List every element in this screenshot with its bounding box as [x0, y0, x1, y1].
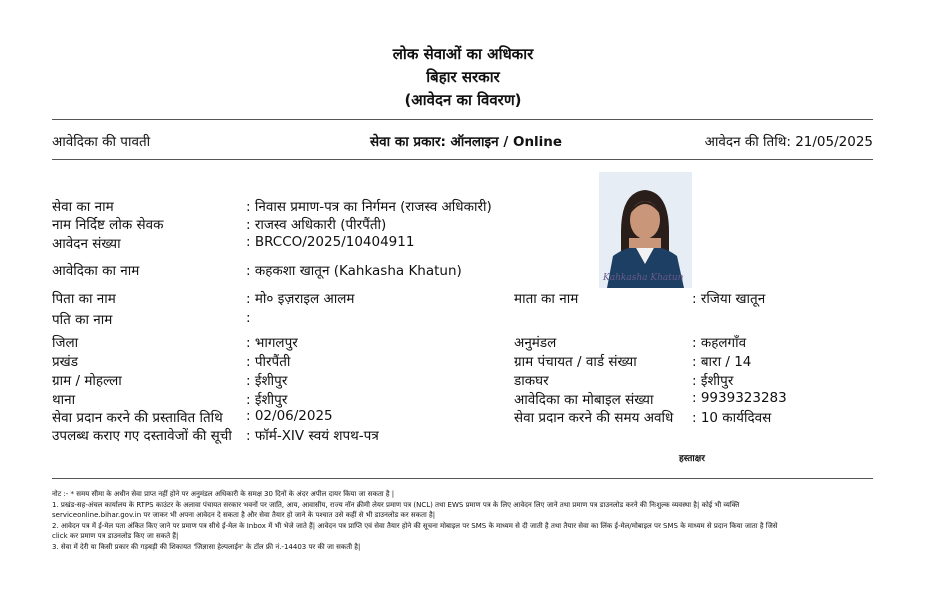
post-office-value: : ईशीपुर: [692, 373, 734, 389]
note-1-line-1: 1. प्रखंड-सह-अंचल कार्यालय के RTPS काउंटर के अलावा पंचायत सरकार भवनों पर जाति, आय, आवासीय, राज्य नॉन क्रीमी लेयर प्रमाण पत्र (NCL) तथा EWS प्रमाण पत्र के लिए आवेदन लिए जाने तथा प्रमाण पत्र डाउनलोड करने की निःशुल्क व्यवस्था है| कोई भी व्यक्ति: [52, 501, 740, 509]
block-label: प्रखंड: [52, 354, 78, 370]
signature-label: हस्ताक्षर: [679, 454, 705, 464]
subdivision-label: अनुमंडल: [514, 335, 557, 351]
duration-label: सेवा प्रदान करने की समय अवधि: [514, 410, 674, 426]
header-government: बिहार सरकार: [426, 68, 500, 86]
village-label: ग्राम / मोहल्ला: [52, 373, 122, 389]
mobile-label: आवेदिका का मोबाइल संख्या: [514, 392, 654, 408]
husband-name-value: :: [246, 310, 251, 326]
father-name-label: पिता का नाम: [52, 291, 116, 307]
panchayat-label: ग्राम पंचायत / वार्ड संख्या: [514, 354, 637, 370]
application-date: आवेदन की तिथि: 21/05/2025: [704, 134, 873, 150]
note-1-line-2: serviceonline.bihar.gov.in पर जाकर भी अपना आवेदन दे सकता है और सेवा तैयार हो जाने के पश्चात उसे कहीं से भी डाउनलोड कर सकता है|: [52, 511, 436, 519]
police-station-label: थाना: [52, 392, 76, 408]
post-office-label: डाकघर: [514, 373, 549, 389]
service-name-label: सेवा का नाम: [52, 199, 114, 215]
mother-name-value: : रजिया खातून: [692, 291, 766, 307]
mother-name-label: माता का नाम: [514, 291, 579, 307]
duration-value: : 10 कार्यदिवस: [692, 410, 772, 426]
service-type: सेवा का प्रकार: ऑनलाइन / Online: [370, 134, 563, 150]
divider-top: [52, 119, 873, 120]
applicant-name-value: : कहकशा खातून (Kahkasha Khatun): [246, 263, 462, 279]
applicant-name-label: आवेदिका का नाम: [52, 263, 140, 279]
police-station-value: : ईशीपुर: [246, 392, 288, 408]
divider-middle: [52, 159, 873, 160]
acknowledgement-label: आवेदिका की पावती: [52, 134, 151, 150]
divider-bottom: [52, 478, 873, 479]
documents-value: : फॉर्म-XIV स्वयं शपथ-पत्र: [246, 428, 379, 444]
application-number-label: आवेदन संख्या: [52, 236, 121, 252]
header-subtitle: (आवेदन का विवरण): [404, 91, 522, 109]
proposed-date-label: सेवा प्रदान करने की प्रस्तावित तिथि: [52, 410, 223, 426]
service-name-value: : निवास प्रमाण-पत्र का निर्गमन (राजस्व अधिकारी): [246, 199, 492, 215]
father-name-value: : मो० इज़राइल आलम: [246, 291, 355, 307]
district-value: : भागलपुर: [246, 335, 298, 351]
documents-label: उपलब्ध कराए गए दस्तावेजों की सूची: [52, 428, 232, 444]
husband-name-label: पति का नाम: [52, 312, 113, 328]
district-label: जिला: [52, 335, 79, 351]
proposed-date-value: : 02/06/2025: [246, 408, 333, 424]
note-2-line-2: click कर प्रमाण पत्र डाउनलोड किए जा सकते हैं|: [52, 532, 179, 540]
note-appeal: नोट :- * समय सीमा के अधीन सेवा प्राप्त नहीं होने पर अनुमंडल अधिकारी के समक्ष 30 दिनों के अंदर अपील दायर किया जा सकता है |: [52, 490, 395, 498]
mobile-value: : 9939323283: [692, 390, 787, 406]
panchayat-value: : बारा / 14: [692, 354, 752, 370]
note-2-line-1: 2. आवेदन पत्र में ई-मेल पता अंकित किए जाने पर प्रमाण पत्र सीधे ई-मेल के Inbox में भी भेजे जाते हैं| आवेदन पत्र प्राप्ति एवं सेवा तैयार होने की सूचना मोबाइल पर SMS के माध्यम से दी जाती है तथा तैयार सेवा का लिंक ई-मेल/मोबाइल पर SMS के माध्यम से प्रदान किया जाता है जिसे: [52, 522, 778, 530]
note-3: 3. सेवा में देरी या किसी प्रकार की गड़बड़ी की शिकायत 'जिज्ञासा हेल्पलाईन' के टॉल फ्री नं.-14403 पर की जा सकती है|: [52, 543, 361, 551]
officer-value: : राजस्व अधिकारी (पीरपैंती): [246, 217, 387, 233]
photo-signature: Kahkasha Khatun: [603, 273, 684, 283]
applicant-photo: [599, 172, 692, 288]
block-value: : पीरपैंती: [246, 354, 291, 370]
application-number-value: : BRCCO/2025/10404911: [246, 234, 415, 250]
applicant-photo-image: [599, 172, 692, 288]
header-title: लोक सेवाओं का अधिकार: [392, 45, 534, 63]
subdivision-value: : कहलगाँव: [692, 335, 747, 351]
officer-label: नाम निर्दिष्ट लोक सेवक: [52, 217, 164, 233]
village-value: : ईशीपुर: [246, 373, 288, 389]
